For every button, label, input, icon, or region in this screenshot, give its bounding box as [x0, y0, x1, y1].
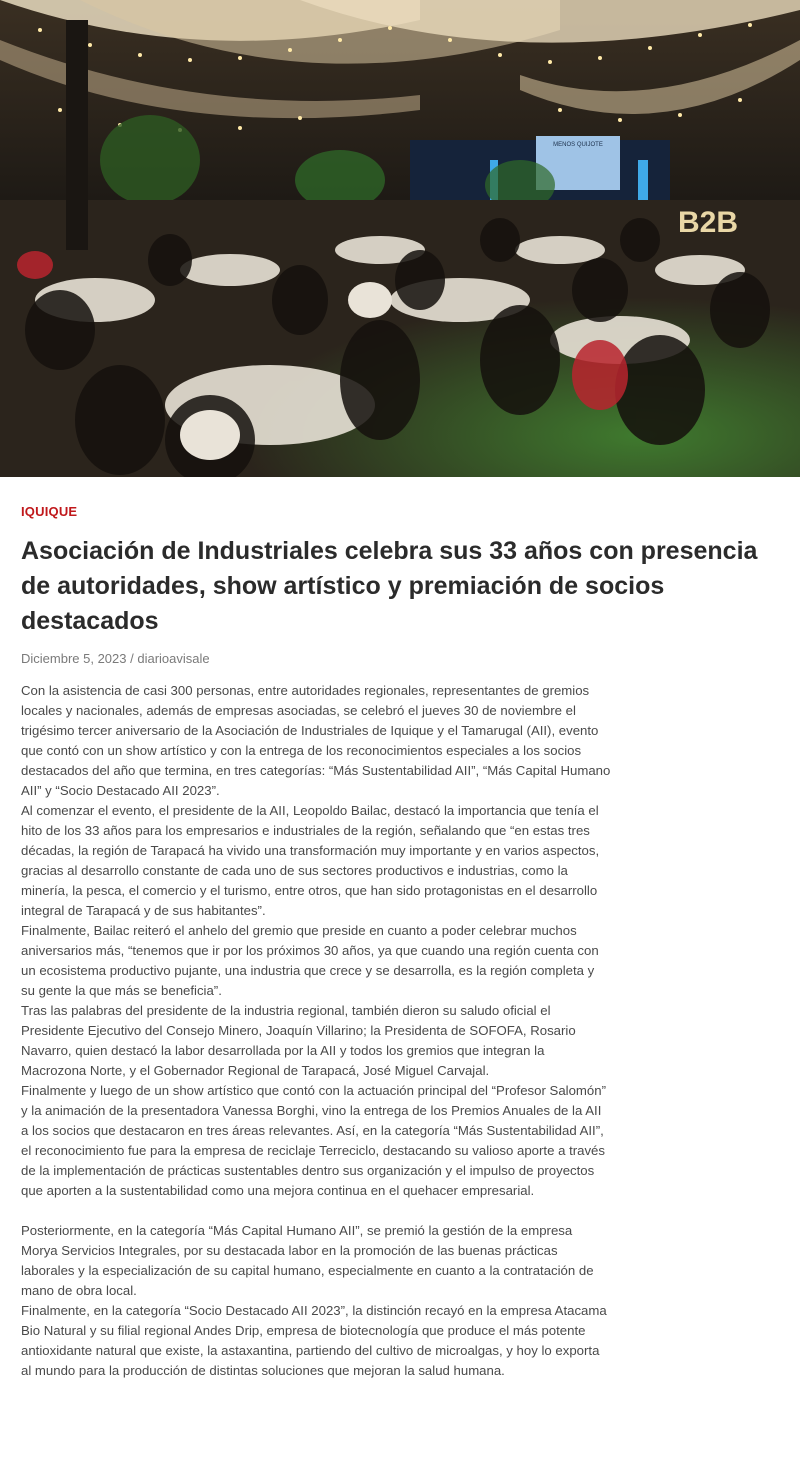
event-photo: [0, 0, 800, 477]
category-label[interactable]: IQUIQUE: [21, 504, 78, 519]
paragraph: Al comenzar el evento, el presidente de la AII, Leopoldo Bailac, destacó la importancia que tenía el hito de los 33 años para los empresarios e industriales de la región, señalando que “en estas tres décadas, la región de Tarapacá ha vivido una transformación muy importante y en varios aspectos, gracias al desarrollo constante de cada uno de sus sectores productivos e industrias, como la minería, la pesca, el comercio y el turismo, entre otros, que han sido protagonistas en el desarrollo integral de Tarapacá y de sus habitantes”.: [21, 803, 600, 918]
paragraph: Posteriormente, en la categoría “Más Capital Humano AII”, se premió la gestión de la empresa Morya Servicios Integrales, por su destacada labor en la promoción de las buenas prácticas laborales y la especialización de su capital humano, especialmente en cuanto a la contratación de mano de obra local.: [21, 1223, 594, 1298]
article: [0, 504, 800, 1381]
paragraph: Tras las palabras del presidente de la industria regional, también dieron su saludo oficial el Presidente Ejecutivo del Consejo Minero, Joaquín Villarino; la Presidenta de SOFOFA, Rosario Navarro, quien destacó la labor desarrollada por la AII y todos los gremios que integran la Macrozona Norte, y el Gobernador Regional de Tarapacá, José Miguel Carvajal.: [21, 1003, 576, 1078]
screen-heading: MENOS QUIJOTE: [553, 142, 603, 148]
article-meta: [21, 651, 779, 666]
meta-separator: /: [126, 651, 138, 666]
paragraph: Con la asistencia de casi 300 personas, entre autoridades regionales, representantes de gremios locales y nacionales, además de empresas asociadas, se celebró el jueves 30 de noviembre el trigésimo tercer aniversario de la Asociación de Industriales de Iquique y el Tamarugal (AII), evento que contó con un show artístico y con la entrega de los reconocimientos especiales a los socios destacados del año que termina, en tres categorías: “Más Sustentabilidad AII”, “Más Capital Humano AII” y “Socio Destacado AII 2023”.: [21, 683, 611, 798]
paragraph: Finalmente y luego de un show artístico que contó con la actuación principal del “Profesor Salomón” y la animación de la presentadora Vanessa Borghi, vino la entrega de los Premios Anuales de la AII a los socios que destacaron en tres áreas relevantes. Así, en la categoría “Más Sustentabilidad AII”, el reconocimiento fue para la empresa de reciclaje Terreciclo, destacando su valioso aporte a través de la implementación de prácticas sustentables dentro sus organización y el impulso de proyectos que aporten a la sustentabilidad como una mejora continua en el quehacer empresarial.: [21, 1083, 606, 1198]
publish-date: Diciembre 5, 2023: [21, 651, 127, 666]
hero-image: [0, 0, 800, 477]
author-link[interactable]: diarioavisale: [137, 651, 210, 666]
article-body: [21, 681, 611, 1381]
paragraph: Finalmente, Bailac reiteró el anhelo del gremio que preside en cuanto a poder celebrar muchos aniversarios más, “tenemos que ir por los próximos 30 años, ya que cuando una región cuenta con un ecosistema productivo pujante, una industria que crece y se desarrolla, es la región completa y su gente la que más se beneficia”.: [21, 923, 599, 998]
paragraph: Finalmente, en la categoría “Socio Destacado AII 2023”, la distinción recayó en la empresa Atacama Bio Natural y su filial regional Andes Drip, empresa de biotecnología que produce el más potente antioxidante natural que existe, la astaxantina, partiendo del cultivo de microalgas, y hoy lo exporta al mundo para la producción de distintas soluciones que mejoran la salud humana.: [21, 1303, 607, 1378]
article-title: Asociación de Industriales celebra sus 33 años con presencia de autoridades, show artístico y premiación de socios destacados: [21, 537, 758, 635]
b2b-sign: B2B: [678, 206, 739, 239]
